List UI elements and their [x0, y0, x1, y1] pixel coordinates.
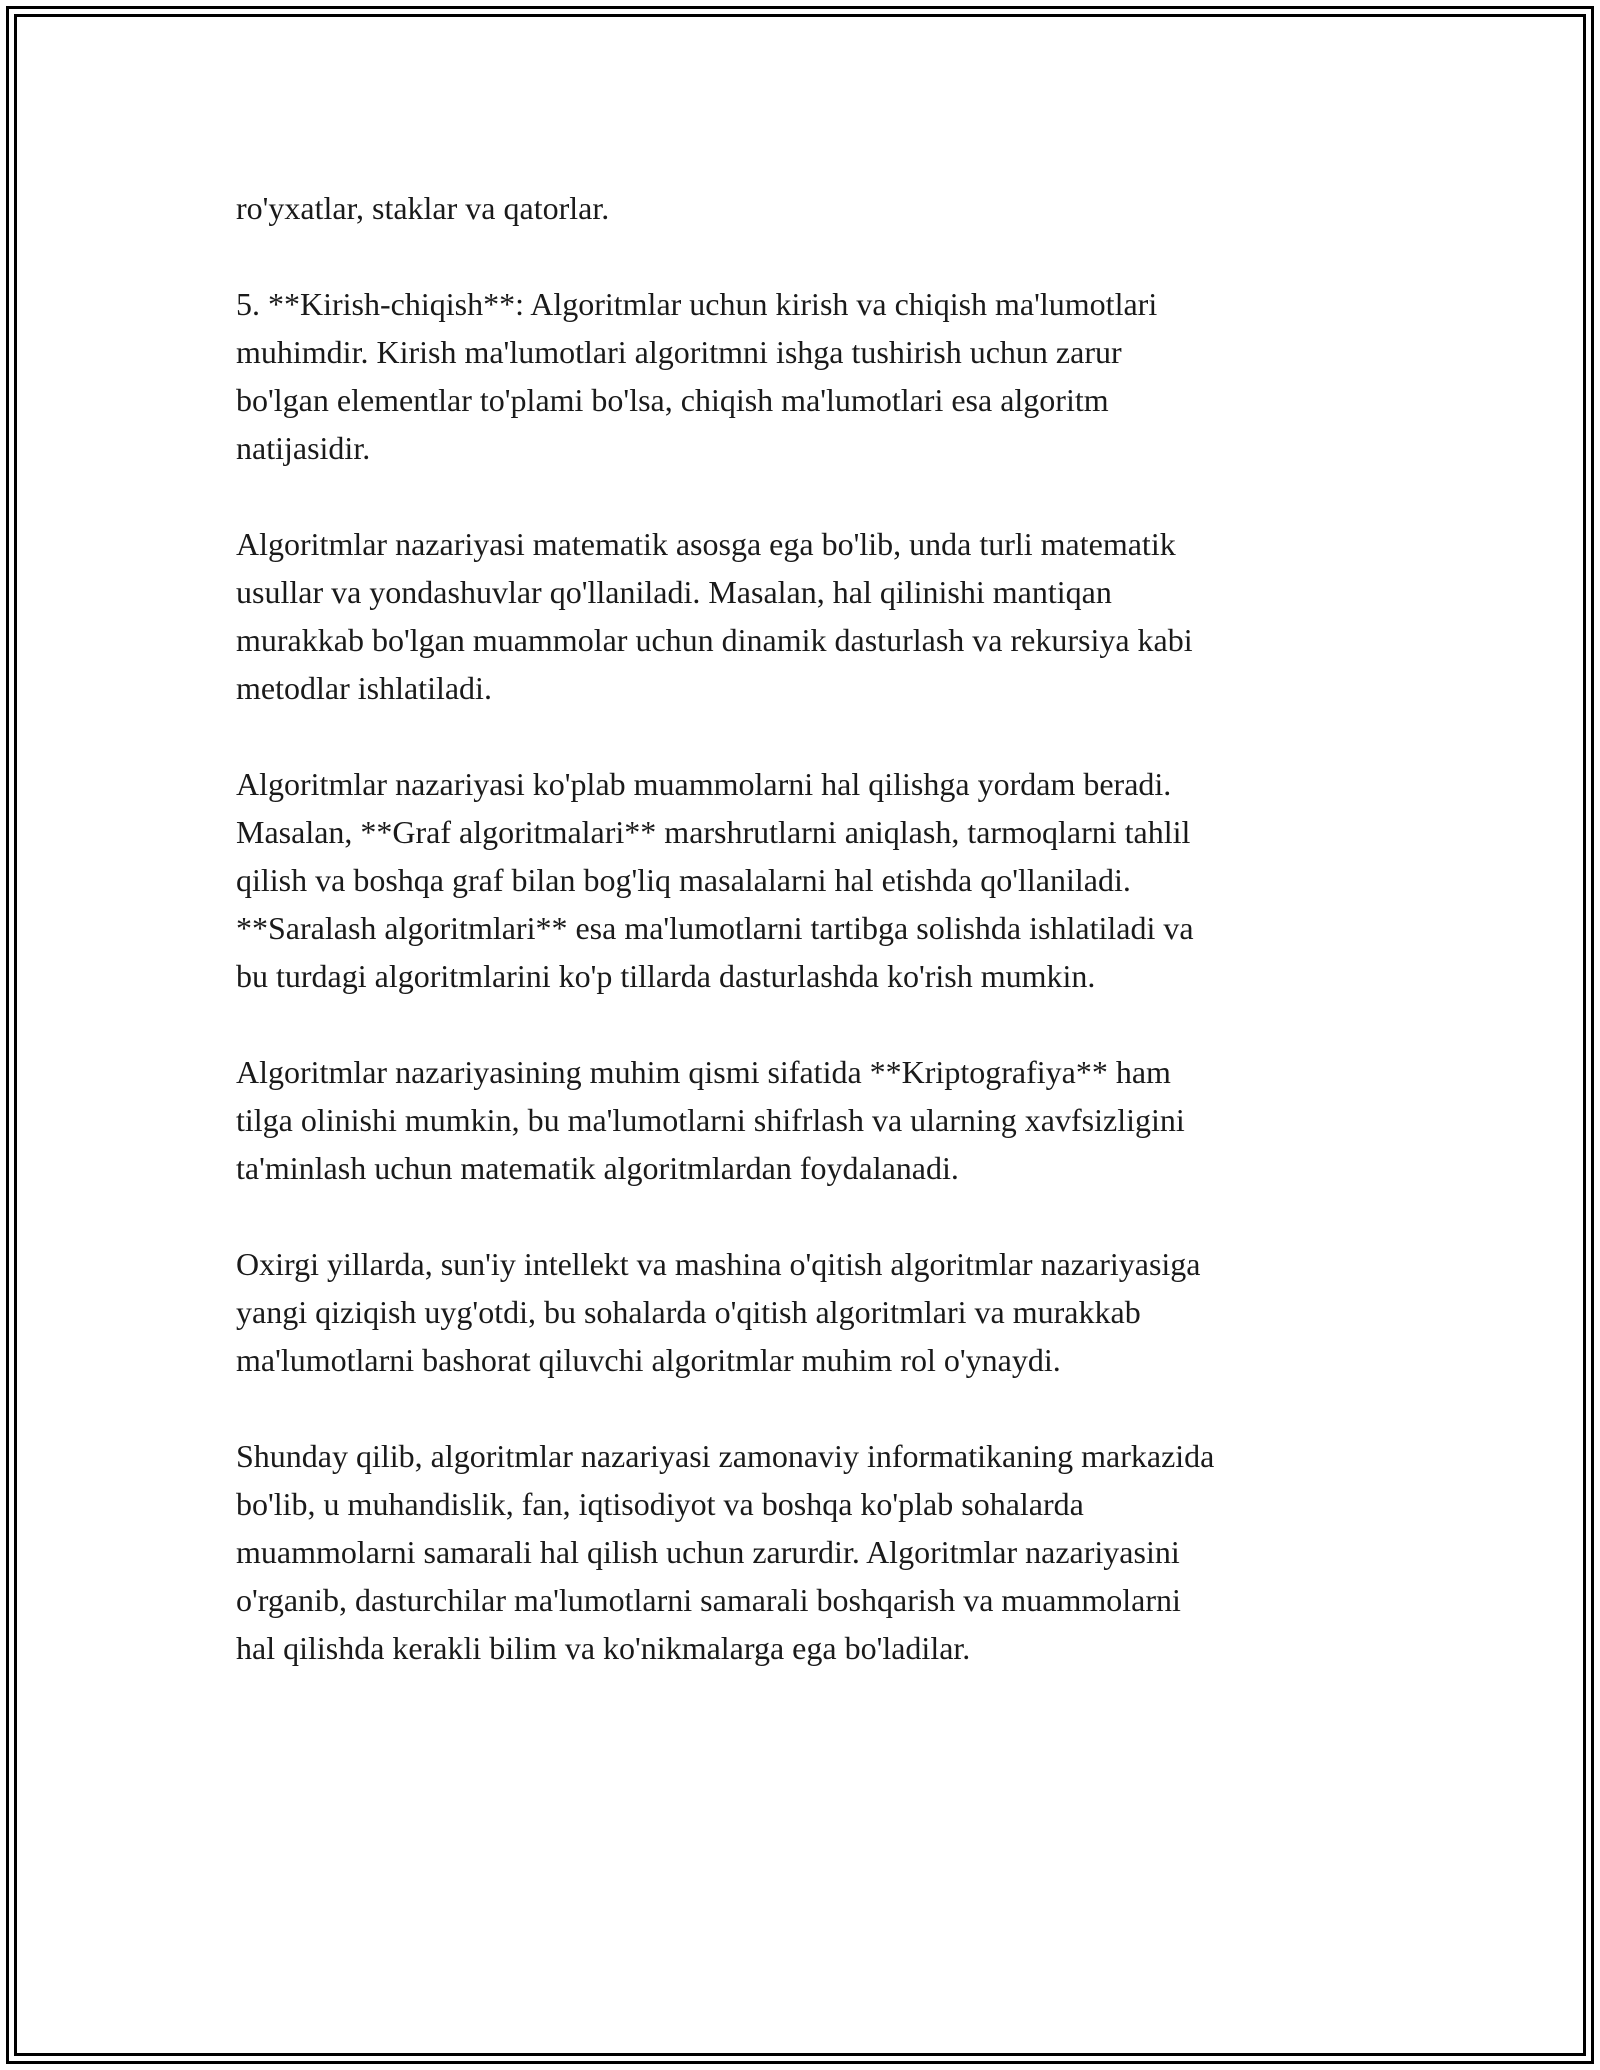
text-line: bo'lib, u muhandislik, fan, iqtisodiyot va boshqa ko'plab sohalarda [236, 1486, 1084, 1522]
text-line: Algoritmlar nazariyasining muhim qismi sifatida **Kriptografiya** ham [236, 1054, 1171, 1090]
text-line: qilish va boshqa graf bilan bog'liq masalalarni hal etishda qo'llaniladi. [236, 862, 1131, 898]
paragraph-ai-ml [236, 1240, 1376, 1384]
text-line: usullar va yondashuvlar qo'llaniladi. Masalan, hal qilinishi mantiqan [236, 574, 1112, 610]
text-line: murakkab bo'lgan muammolar uchun dinamik dasturlash va rekursiya kabi [236, 622, 1193, 658]
paragraph-conclusion [236, 1432, 1376, 1672]
text-line: o'rganib, dasturchilar ma'lumotlarni samarali boshqarish va muammolarni [236, 1582, 1181, 1618]
paragraph-kirish-chiqish [236, 280, 1376, 472]
document-body [236, 184, 1376, 1720]
text-line: muammolarni samarali hal qilish uchun zarurdir. Algoritmlar nazariyasini [236, 1534, 1180, 1570]
text-line: 5. **Kirish-chiqish**: Algoritmlar uchun kirish va chiqish ma'lumotlari [236, 286, 1158, 322]
text-line: natijasidir. [236, 430, 371, 466]
paragraph-applications [236, 760, 1376, 1000]
paragraph-mathematical-basis [236, 520, 1376, 712]
text-line: muhimdir. Kirish ma'lumotlari algoritmni ishga tushirish uchun zarur [236, 334, 1122, 370]
text-line: ta'minlash uchun matematik algoritmlardan foydalanadi. [236, 1150, 959, 1186]
text-line: Algoritmlar nazariyasi ko'plab muammolarni hal qilishga yordam beradi. [236, 766, 1172, 802]
text-line: ma'lumotlarni bashorat qiluvchi algoritmlar muhim rol o'ynaydi. [236, 1342, 1061, 1378]
text-line: bu turdagi algoritmlarini ko'p tillarda dasturlashda ko'rish mumkin. [236, 958, 1096, 994]
paragraph-cryptography [236, 1048, 1376, 1192]
text-line: Shunday qilib, algoritmlar nazariyasi zamonaviy informatikaning markazida [236, 1438, 1215, 1474]
text-line: Algoritmlar nazariyasi matematik asosga ega bo'lib, unda turli matematik [236, 526, 1176, 562]
text-line: ro'yxatlar, staklar va qatorlar. [236, 190, 610, 226]
text-line: yangi qiziqish uyg'otdi, bu sohalarda o'qitish algoritmlari va murakkab [236, 1294, 1141, 1330]
text-line: hal qilishda kerakli bilim va ko'nikmalarga ega bo'ladilar. [236, 1630, 971, 1666]
text-line: Oxirgi yillarda, sun'iy intellekt va mashina o'qitish algoritmlar nazariyasiga [236, 1246, 1201, 1282]
text-line: **Saralash algoritmlari** esa ma'lumotlarni tartibga solishda ishlatiladi va [236, 910, 1194, 946]
paragraph-list-tail [236, 184, 1376, 232]
text-line: metodlar ishlatiladi. [236, 670, 492, 706]
text-line: bo'lgan elementlar to'plami bo'lsa, chiqish ma'lumotlari esa algoritm [236, 382, 1109, 418]
text-line: tilga olinishi mumkin, bu ma'lumotlarni shifrlash va ularning xavfsizligini [236, 1102, 1185, 1138]
text-line: Masalan, **Graf algoritmalari** marshrutlarni aniqlash, tarmoqlarni tahlil [236, 814, 1191, 850]
